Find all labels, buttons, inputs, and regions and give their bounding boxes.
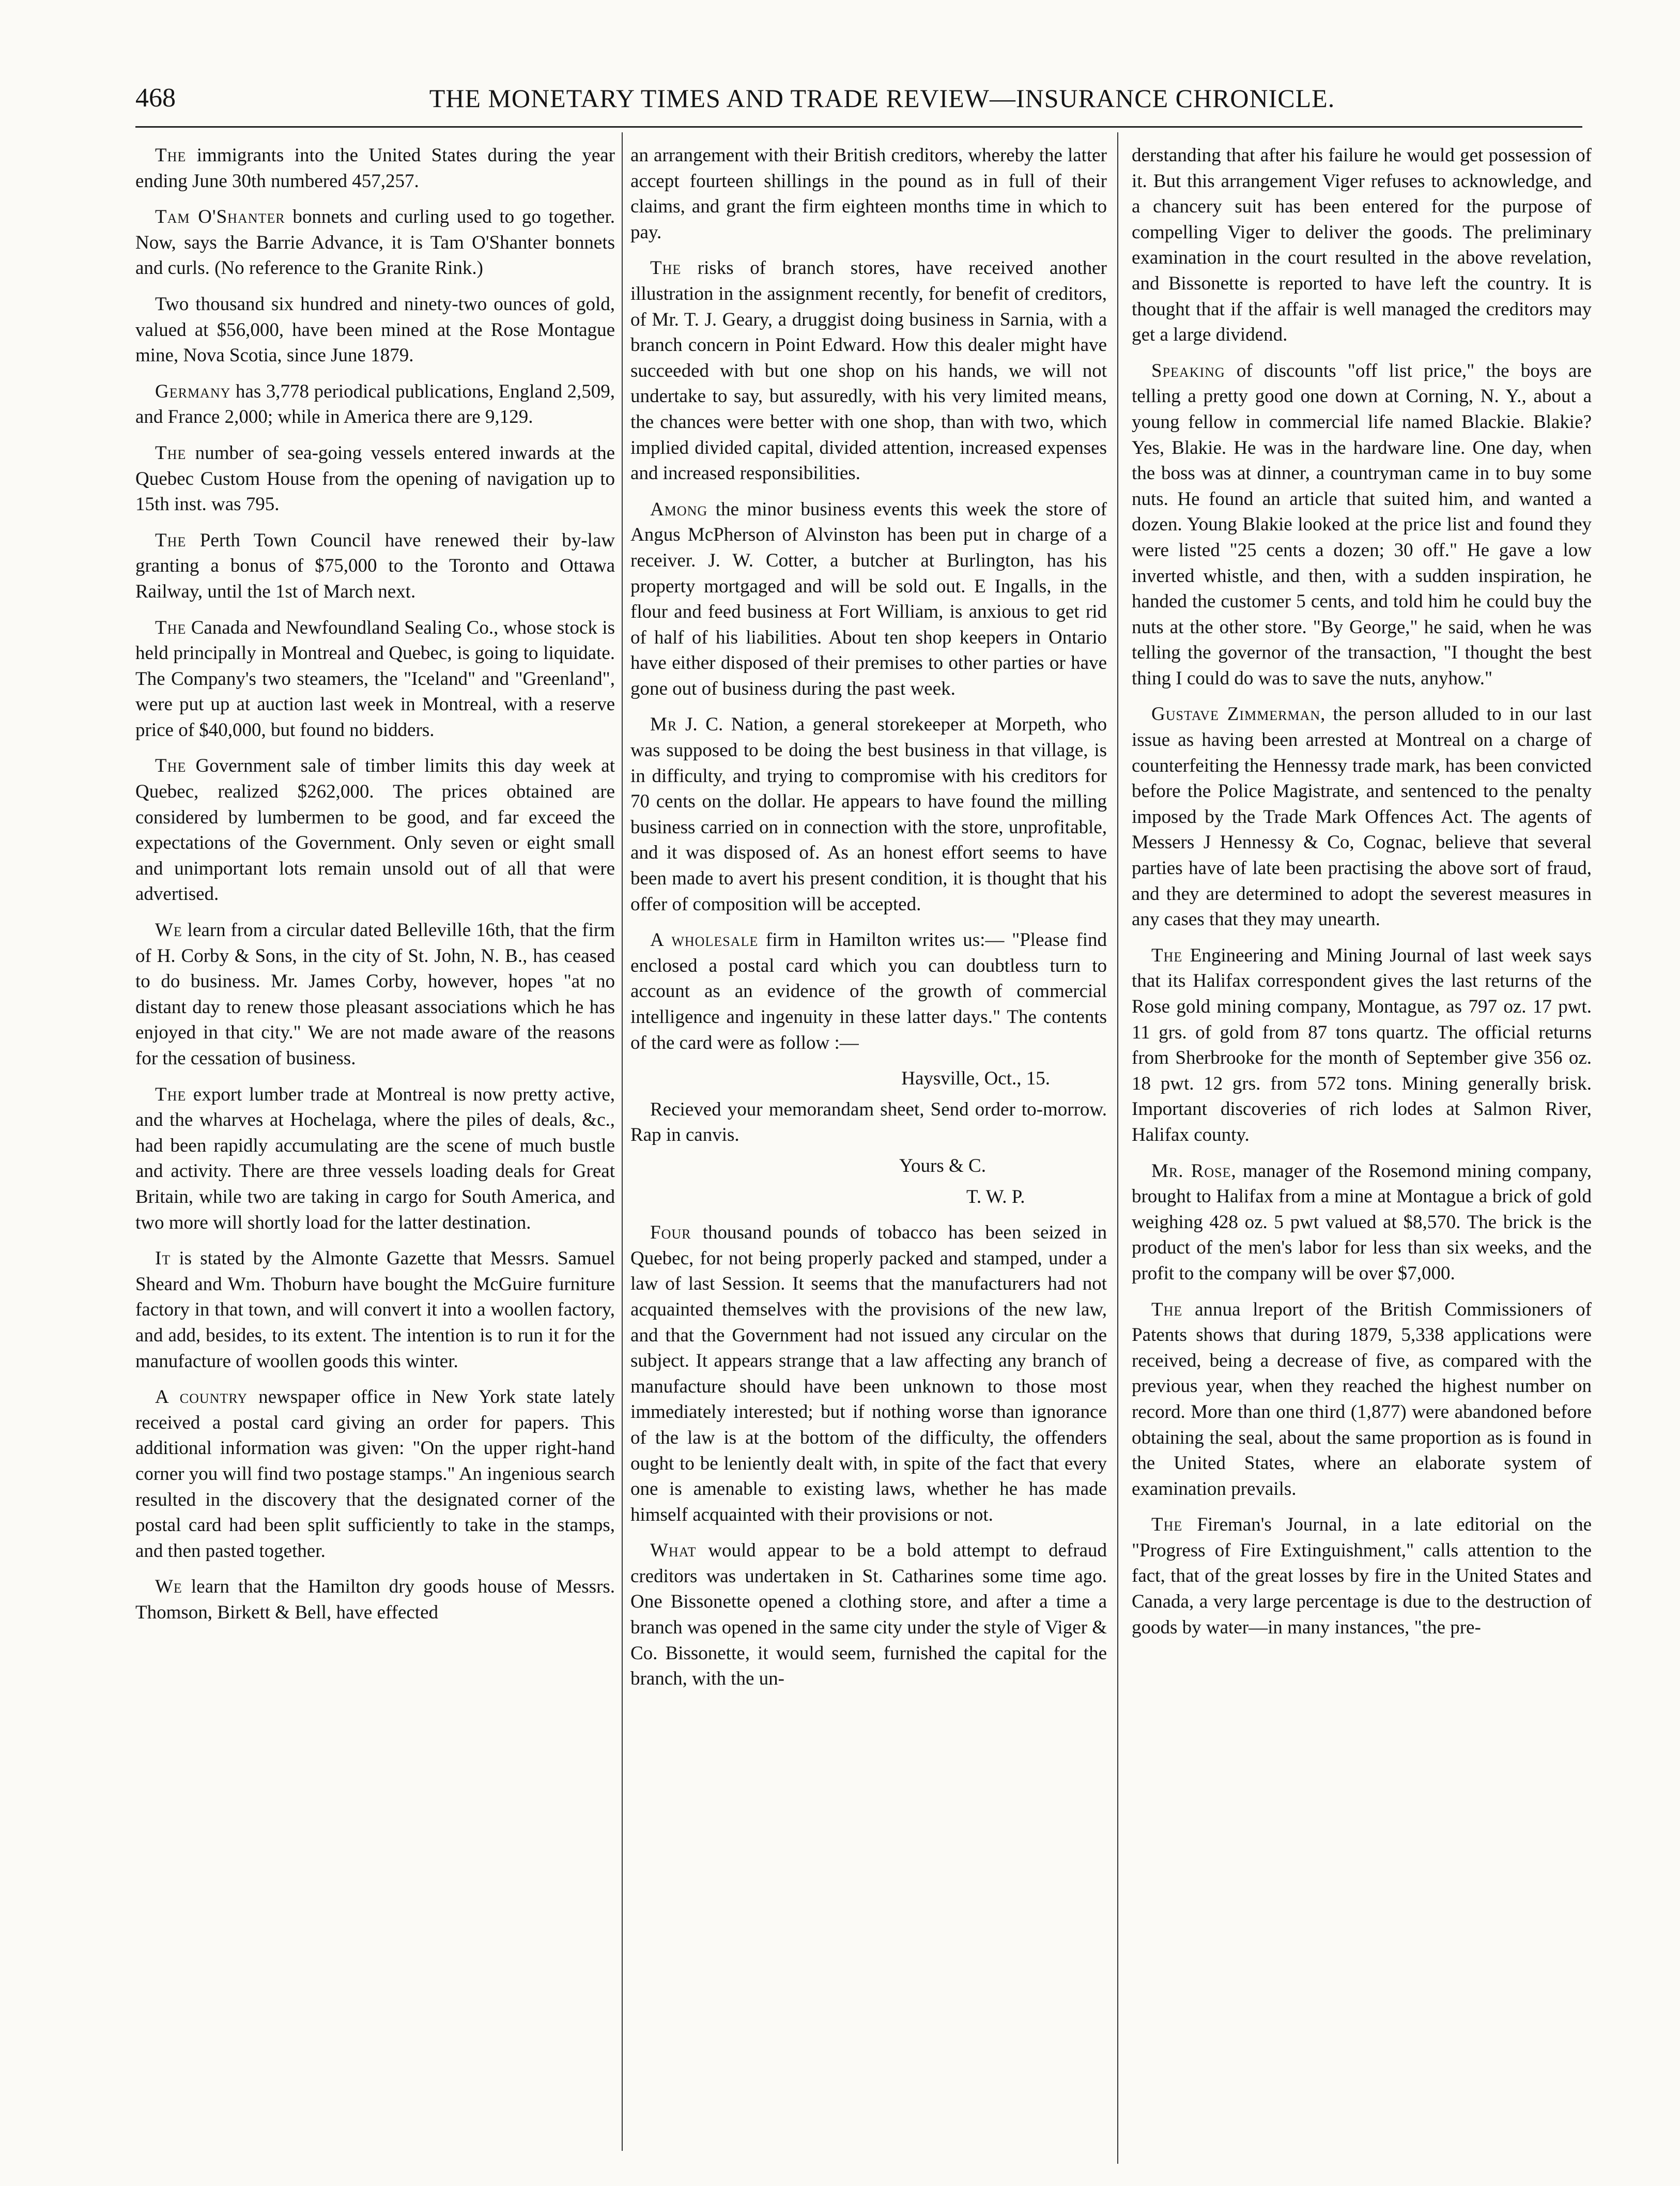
article-paragraph [630,1220,1107,1527]
column-divider [1117,132,1118,2164]
article-paragraph [135,1574,615,1625]
article-paragraph [630,497,1107,702]
article-paragraph [1132,1512,1592,1640]
paragraph-lead: The [1151,1298,1183,1320]
article-paragraph [135,528,615,605]
paragraph-lead: The [155,145,187,166]
paragraph-text: is stated by the Almonte Gazette that Messrs. Samuel Sheard and Wm. Thoburn have bought the McGuire furniture factory in that town, and will convert it into a woollen factory, and add, besides, to its extent. The intention is to run it for the manufacture of woollen goods this winter. [135,1248,615,1372]
article-paragraph [630,927,1107,1056]
paragraph-text: Government sale of timber limits this day week at Quebec, realized $262,000. The prices obtained are considered by lumbermen to be good, and far exceed the expectations of the Government. Only seven or eight small and unimportant lots remain unsold out of all that were advertised. [135,755,615,905]
paragraph-text: , manager of the Rosemond mining company, brought to Halifax from a mine at Montague a brick of gold weighing 428 oz. 5 pwt valued at $8,570. The brick is the product of the men's labor for less than six weeks, and the profit to the company will be over $7,000. [1132,1160,1592,1284]
paragraph-lead: The [155,755,187,777]
paragraph-lead: Mr. Rose [1151,1160,1231,1182]
paragraph-text: an arrangement with their British creditors, whereby the latter accept fourteen shillings in the pound as in full of their claims, and grant the firm eighteen months time in which to pay. [630,145,1107,243]
letter-date: Haysville, Oct., 15. [901,1068,1050,1090]
article-paragraph [135,379,615,430]
column-divider [622,132,623,2151]
paragraph-lead: Mr [650,714,677,736]
article-paragraph [630,255,1107,486]
paragraph-text: Engineering and Mining Journal of last week says that its Halifax correspondent gives the last returns of the Rose gold mining company, Montague, as 797 oz. 17 pwt. 11 grs. of gold from 87 tons quartz. The official returns from Sherbrooke for the month of September give 356 oz. 18 pwt. 12 grs. from 572 tons. Mining generally brisk. Important discoveries of rich lodes at Salmon River, Halifax county. [1132,944,1592,1145]
page-header [135,78,1422,119]
column-1 [135,143,615,2174]
article-paragraph [135,615,615,743]
article-paragraph [1132,1158,1592,1287]
paragraph-text: the minor business events this week the store of Angus McPherson of Alvinston has been put in charge of a receiver. J. W. Cotter, a butcher at Burlington, has his property mortgaged and will be sold out. E Ingalls, in the flour and feed business at Fort William, is anxious to get rid of half of his liabilities. About ten shop keepers in Ontario have either disposed of their premises to other parties or have gone out of business during the past week. [630,498,1107,699]
paragraph-text: would appear to be a bold attempt to defraud creditors was undertaken in St. Catharines some time ago. One Bissonette opened a clothing store, and after a time a branch was opened in the same city under the style of Viger & Co. Bissonette, it would seem, furnished the capital for the branch, with the un- [630,1540,1107,1690]
article-paragraph [135,440,615,517]
paragraph-text: newspaper office in New York state lately received a postal card giving an order for papers. This additional information was given: "On the upper right-hand corner you will find two postage stamps." An ingenious search resulted in the discovery that the designated corner of the postal card had been split sufficiently to take in the stamps, and then pasted together. [135,1386,615,1562]
column-2 [630,143,1107,2174]
paragraph-lead: We [155,920,182,941]
paragraph-lead: The [155,1083,187,1105]
paragraph-text: bonnets and curling used to go together. Now, says the Barrie Advance, it is Tam O'Shanter bonnets and curls. (No reference to the Granite Rink.) [135,206,615,279]
article-paragraph [1132,701,1592,932]
paragraph-lead: It [155,1248,171,1270]
paragraph-lead: Speaking [1151,360,1225,381]
letter-sign: Yours & C. [899,1155,986,1176]
paragraph-text: export lumber trade at Montreal is now pretty active, and the wharves at Hochelaga, where the piles of deals, &c., had been rapidly accumulating are the scene of much bustle and activity. There are three vessels loading deals for Great Britain, while two are taking in cargo for South America, and two more will shortly load for the latter destination. [135,1083,615,1233]
paragraph-text: number of sea-going vessels entered inwards at the Quebec Custom House from the opening of navigation up to 15th inst. was 795. [135,442,615,515]
paragraph-lead: The [155,442,187,464]
paragraph-text: J. C. Nation, a general storekeeper at Morpeth, who was supposed to be doing the best business in that village, is in difficulty, and trying to compromise with his creditors for 70 cents on the dollar. He appears to have found the milling business carried on in connection with the store, unprofitable, and it was disposed of. As an honest effort seems to have been made to avert his present condition, it is thought that his offer of composition will be accepted. [630,714,1107,915]
paragraph-lead: The [1151,1514,1183,1536]
header-rule [135,126,1582,128]
paragraph-text: Fireman's Journal, in a late editorial on the "Progress of Fire Extinguishment," calls attention to the fact, that of the great losses by fire in the United States and Canada, a very large percentage is due to the destruction of goods by water—in many instances, "the pre- [1132,1514,1592,1638]
paragraph-text: derstanding that after his failure he would get possession of it. But this arrangement Viger refuses to acknowledge, and a chancery suit has been entered for the purpose of compelling Viger to deliver the goods. The preliminary examination in the court resulted in the above revelation, and Bissonette is reported to have left the country. It is thought that if the affair is well managed the creditors may get a large dividend. [1132,145,1592,346]
paragraph-lead: The [1151,944,1183,966]
paragraph-text: learn from a circular dated Belleville 16th, that the firm of H. Corby & Sons, in the city of St. John, N. B., has ceased to do business. Mr. James Corby, however, hopes "at no distant day to renew those pleasant associations which he has enjoyed in that city." We are not made aware of the reasons for the cessation of business. [135,920,615,1069]
article-paragraph [135,1384,615,1564]
article-paragraph [135,1082,615,1236]
paragraph-text: , the person alluded to in our last issue as having been arrested at Montreal on a charge of counterfeiting the Hennessy trade mark, has been convicted before the Police Magistrate, and sentenced to the penalty imposed by the Trade Mark Offences Act. The agents of Messers J Hennessy & Co, Cognac, believe that several parties have of late been practising the above sort of fraud, and they are determined to adopt the severest measures in any cases that they may unearth. [1132,704,1592,930]
paragraph-text: learn that the Hamilton dry goods house of Messrs. Thomson, Birkett & Bell, have effected [135,1576,615,1623]
paragraph-text: of discounts "off list price," the boys are telling a pretty good one down at Corning, N. Y., about a young fellow in commercial life named Blackie. Blakie? Yes, Blakie. He was in the hardware line. One day, when the boss was at dinner, a countryman came in to buy some nuts. He found an article that suited him, and wanted a dozen. Young Blakie looked at the price list and found they were listed "25 cents a dozen; 30 off." He gave a low inverted whistle, and then, with a sudden inspiration, he handed the customer 5 cents, and told him he could buy the nuts at the other store. "By George," he said, when he was telling the governor of the transaction, "I thought the best thing I could do was to save the nuts, anyhow." [1132,360,1592,689]
paragraph-text: annua lreport of the British Commissioners of Patents shows that during 1879, 5,338 applications were received, being a decrease of five, as compared with the previous year, when they reached the highest number on record. More than one third (1,877) were abandoned before obtaining the seal, about the same proportion as is found in the United States, where an elaborate system of examination prevails. [1132,1298,1592,1500]
paragraph-text: thousand pounds of tobacco has been seized in Quebec, for not being properly packed and stamped, under a law of last Session. It seems that the manufacturers had not acquainted themselves with the provisions of the new law, and that the Government had not issued any circular on the subject. It appears strange that a law affecting any branch of manufacture should have been unknown to those most immediately interested; but if nothing worse than ignorance of the law is at the bottom of the difficulty, the offenders ought to be leniently dealt with, in spite of the fact that every one is amenable to existing laws, whether he has made himself acquainted with their provisions or not. [630,1222,1107,1525]
paragraph-lead: Germany [155,380,231,402]
paragraph-lead: The [650,257,682,279]
page-number: 468 [135,83,176,113]
article-paragraph [1132,143,1592,348]
paragraph-lead: What [650,1540,697,1562]
paragraph-text: firm in Hamilton writes us:— "Please find enclosed a postal card which you can doubtless turn to account as an evidence of the growth of commercial intelligence and ingenuity in these latter days." The contents of the card were as follow :— [630,929,1107,1053]
paragraph-text: Two thousand six hundred and ninety-two ounces of gold, valued at $56,000, have been mined at the Rose Montague mine, Nova Scotia, since June 1879. [135,293,615,366]
paragraph-lead: Among [650,498,708,520]
paragraph-text: risks of branch stores, have received another illustration in the assignment recently, for benefit of creditors, of Mr. T. J. Geary, a druggist doing business in Sarnia, with a branch concern in Point Edward. How this dealer might have succeeded with but one shop on his hands, we will not undertake to say, but assuredly, with his very limited means, the chances were better with one shop, than with two, which implied divided capital, divided attention, increased expenses and increased responsibilities. [630,257,1107,484]
article-paragraph [1132,1297,1592,1502]
paragraph-lead: A wholesale [650,929,759,951]
paragraph-lead: Four [650,1222,691,1244]
letter-body: Recieved your memorandam sheet, Send order to-morrow. Rap in canvis. [630,1098,1107,1146]
paragraph-lead: The [155,617,187,638]
article-paragraph [630,712,1107,917]
running-title: THE MONETARY TIMES AND TRADE REVIEW—INSURANCE CHRONICLE. [429,84,1335,113]
letter-initials: T. W. P. [966,1186,1025,1207]
article-paragraph [135,753,615,907]
paragraph-lead: Gustave Zimmerman [1151,704,1321,725]
paragraph-lead: We [155,1576,182,1598]
paragraph-text: Canada and Newfoundland Sealing Co., whose stock is held principally in Montreal and Quebec, is going to liquidate. The Company's two steamers, the "Iceland" and "Greenland", were put up at auction last week in Montreal, with a reserve price of $40,000, but found no bidders. [135,617,615,741]
column-3 [1132,143,1592,2174]
paragraph-lead: The [155,529,187,551]
paragraph-text: immigrants into the United States during the year ending June 30th numbered 457,257. [135,145,615,192]
article-paragraph [135,292,615,369]
article-paragraph [1132,358,1592,692]
paragraph-lead: Tam O'Shanter [155,206,285,228]
article-paragraph [135,918,615,1072]
article-paragraph [135,143,615,194]
article-paragraph [630,143,1107,245]
article-paragraph [630,1538,1107,1692]
paragraph-lead: A country [155,1386,248,1408]
paragraph-text: Perth Town Council have renewed their by-law granting a bonus of $75,000 to the Toronto and Ottawa Railway, until the 1st of March next. [135,529,615,602]
article-paragraph [1132,943,1592,1148]
paragraph-text: has 3,778 periodical publications, England 2,509, and France 2,000; while in America there are 9,129. [135,380,615,428]
article-paragraph [135,204,615,281]
article-paragraph [135,1246,615,1374]
